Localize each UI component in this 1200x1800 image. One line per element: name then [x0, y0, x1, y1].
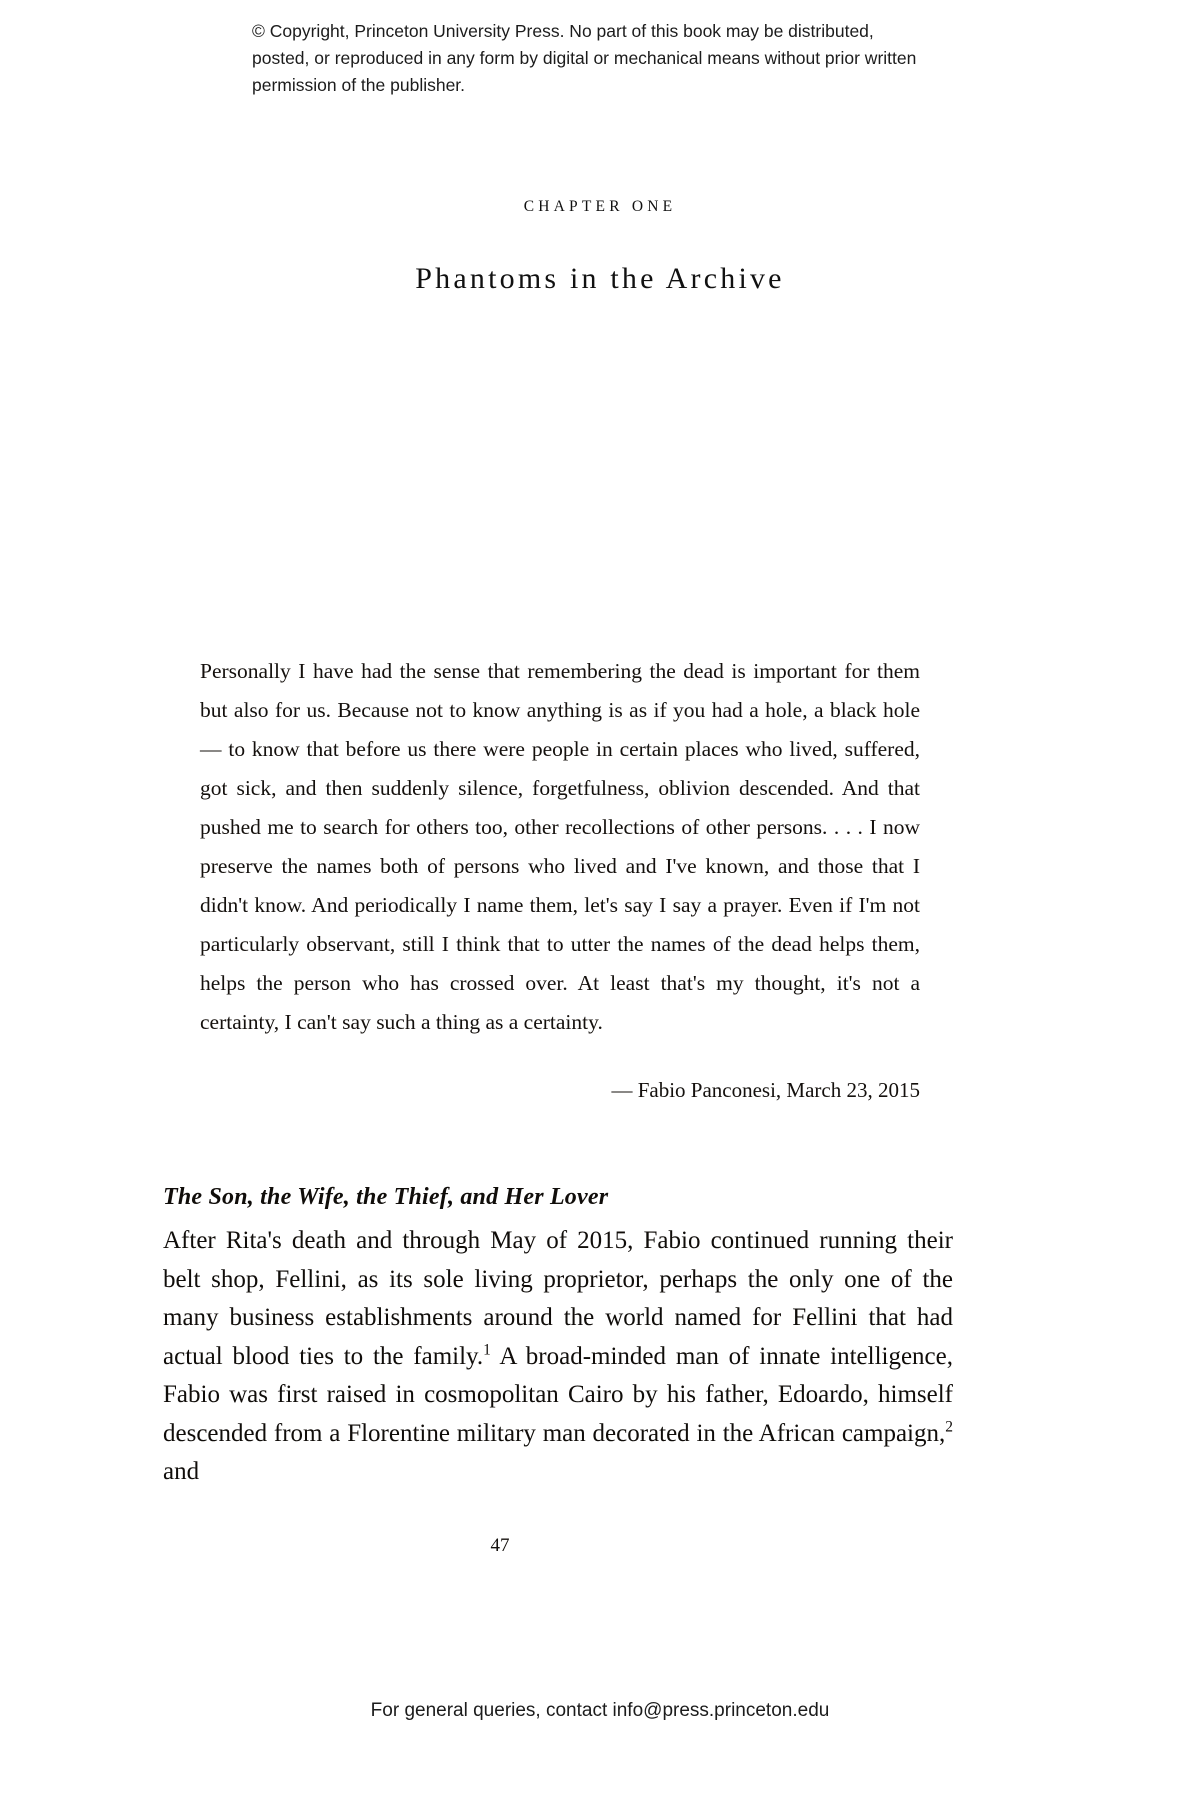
body-paragraph-part2: A broad-minded man of innate intelligence, Fabio was first raised in cosmopolitan Cairo by his father, Edoardo, himself descended from a Florentine military man decorated in the African campaign,	[163, 1342, 953, 1447]
epigraph-text: Personally I have had the sense that remembering the dead is important for them but also for us. Because not to know anything is as if you had a hole, a black hole — to know that before us there were people in certain places who lived, suffered, got sick, and then suddenly silence, forgetfulness, oblivion descended. And that pushed me to search for others too, other recollections of other persons. . . . I now preserve the names both of persons who lived and I've known, and those that I didn't know. And periodically I name them, let's say I say a prayer. Even if I'm not particularly observant, still I think that to utter the names of the dead helps them, helps the person who has crossed over. At least that's my thought, it's not a certainty, I can't say such a thing as a certainty.	[200, 659, 920, 1034]
section-heading: The Son, the Wife, the Thief, and Her Lover	[163, 1184, 609, 1210]
footnote-marker-1: 1	[483, 1341, 491, 1359]
copyright-notice: © Copyright, Princeton University Press. No part of this book may be distributed, posted, or reproduced in any form by digital or mechanical means without prior written permission of the publisher.	[252, 21, 917, 96]
chapter-title: Phantoms in the Archive	[415, 262, 785, 295]
body-paragraph-part3: and	[163, 1458, 200, 1485]
body-paragraph	[163, 1222, 953, 1492]
chapter-label: CHAPTER ONE	[523, 198, 677, 215]
footnote-marker-2: 2	[945, 1418, 953, 1436]
body-paragraph-part1: After Rita's death and through May of 2015, Fabio continued running their belt shop, Fellini, as its sole living proprietor, perhaps the only one of the many business establishments around the world named for Fellini that had actual blood ties to the family.	[163, 1227, 953, 1370]
page-number: 47	[490, 1535, 510, 1556]
footer-contact: For general queries, contact info@press.princeton.edu	[370, 1700, 830, 1721]
epigraph-attribution: — Fabio Panconesi, March 23, 2015	[611, 1078, 920, 1102]
